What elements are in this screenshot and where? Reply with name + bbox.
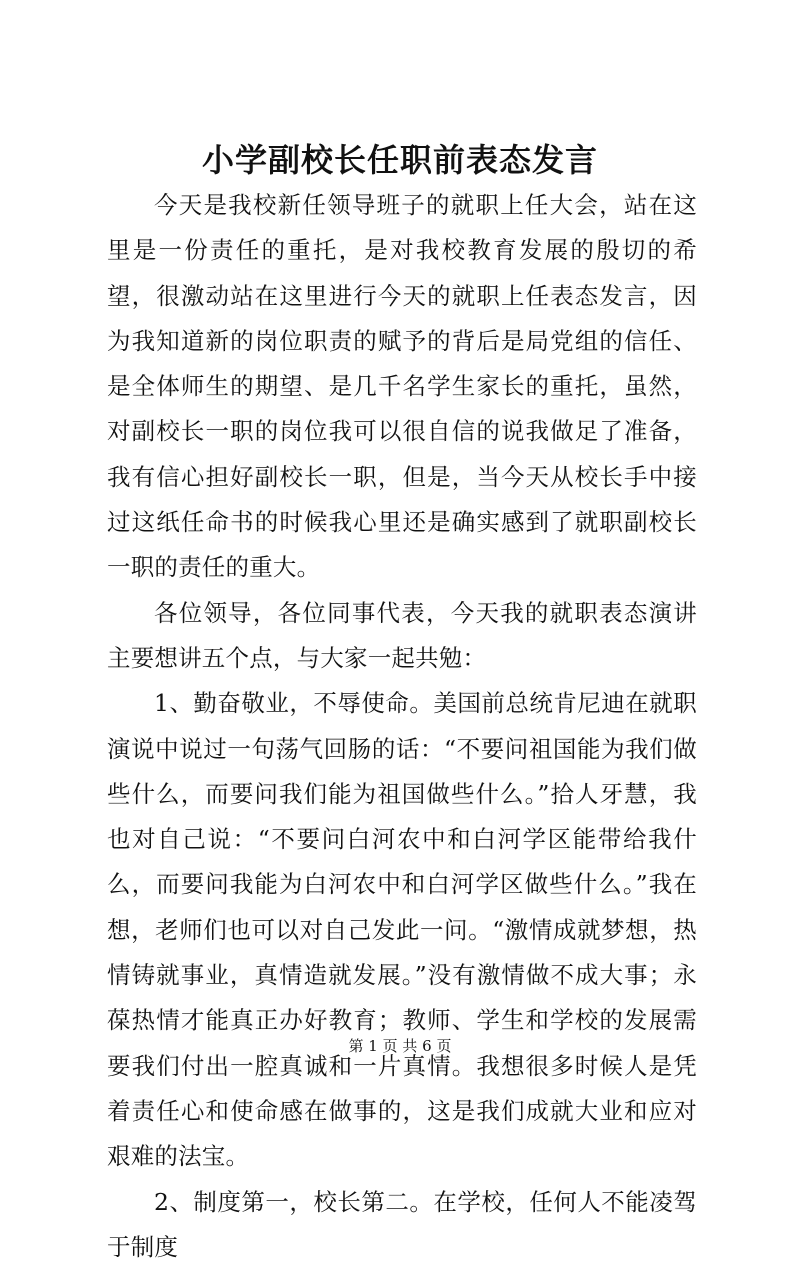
document-title: 小学副校长任职前表态发言 xyxy=(201,141,598,179)
paragraph-3: 1、勤奋敬业，不辱使命。美国前总统肯尼迪在就职演说中说过一句荡气回肠的话：“不要问祖国能为我们做些什么，而要问我们能为祖国做些什么。”拾人牙慧，我也对自己说：“不要问白河农中和白河学区能带给我什么，而要问我能为白河农中和白河学区做些什么。”我在想，老师们也可以对自己发此一问。“激情成就梦想，热情铸就事业，真情造就发展。”没有激情做不成大事；永葆热情才能真正办好教育；教师、学生和学校的发展需要我们付出一腔真诚和一片真情。我想很多时候人是凭着责任心和使命感在做事的，这是我们成就大业和应对艰难的法宝。 xyxy=(107,689,697,1171)
page-footer: 第 1 页 共 6 页 xyxy=(348,1037,452,1055)
paragraph-2: 各位领导，各位同事代表，今天我的就职表态演讲主要想讲五个点，与大家一起共勉： xyxy=(107,598,697,672)
paragraph-1: 今天是我校新任领导班子的就职上任大会，站在这里是一份责任的重托，是对我校教育发展的殷切的希望，很激动站在这里进行今天的就职上任表态发言，因为我知道新的岗位职责的赋予的背后是局党组的信任、是全体师生的期望、是几千名学生家长的重托，虽然，对副校长一职的岗位我可以很自信的说我做足了准备，我有信心担好副校长一职，但是，当今天从校长手中接过这纸任命书的时候我心里还是确实感到了就职副校长一职的责任的重大。 xyxy=(107,191,697,582)
document-body xyxy=(107,183,697,1270)
paragraph-4: 2、制度第一，校长第二。在学校，任何人不能凌驾于制度 xyxy=(107,1187,697,1261)
